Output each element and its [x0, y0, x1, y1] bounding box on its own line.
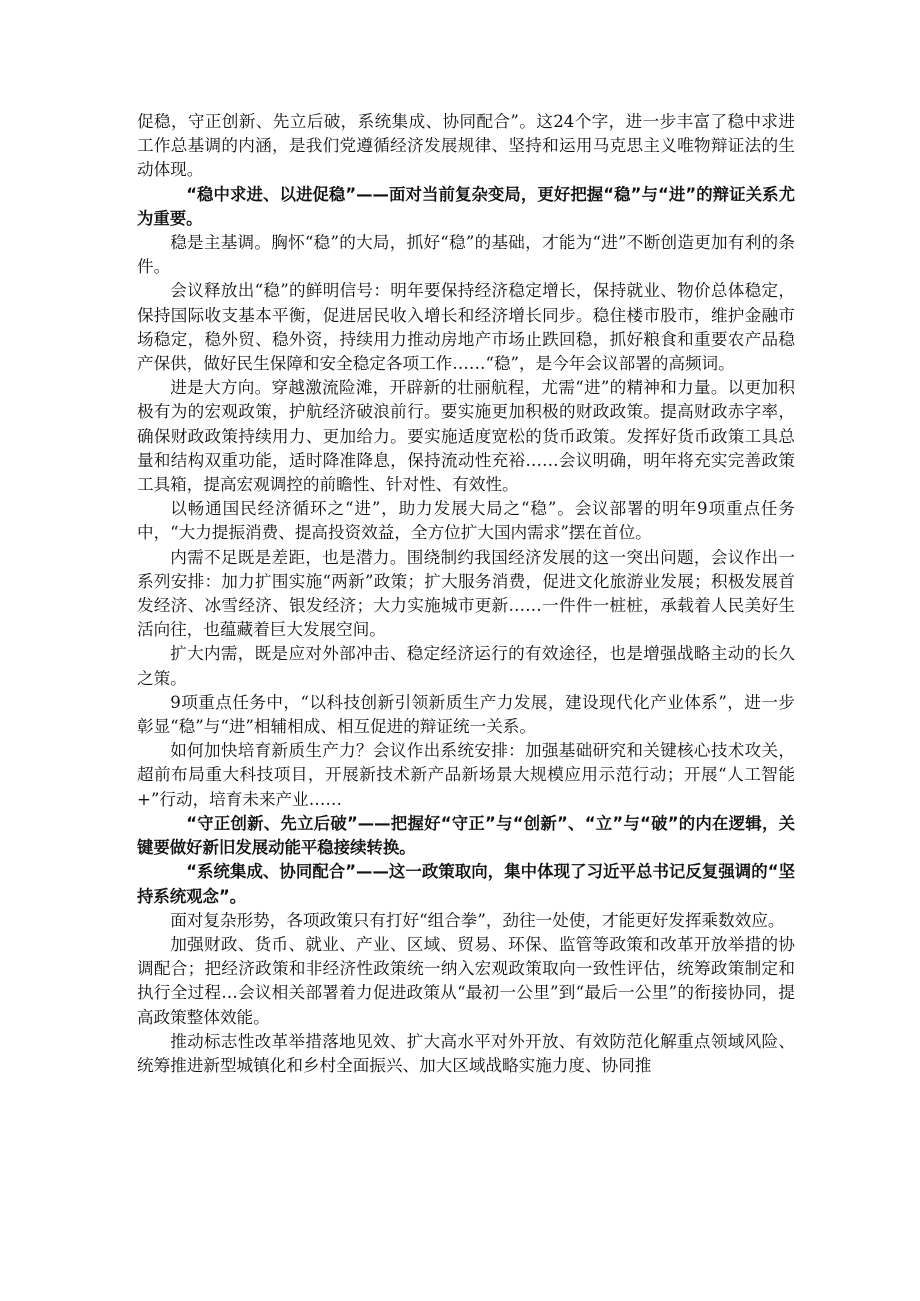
paragraph-12: 推动标志性改革举措落地见效、扩大高水平对外开放、有效防范化解重点领域风险、统筹推进新型城镇化和乡村全面振兴、加大区域战略实施力度、协同推: [137, 1031, 795, 1075]
paragraph-6: 内需不足既是差距，也是潜力。围绕制约我国经济发展的这一突出问题，会议作出一系列安排：加力扩围实施“两新”政策；扩大服务消费，促进文化旅游业发展；积极发展首发经济、冰雪经济、银发经济；大力实施城市更新……一件件一桩桩，承载着人民美好生活向往，也蕴藏着巨大发展空间。: [137, 547, 795, 640]
paragraph-4: 进是大方向。穿越激流险滩，开辟新的壮丽航程，尤需“进”的精神和力量。以更加积极有为的宏观政策，护航经济破浪前行。要实施更加积极的财政政策。提高财政赤字率，确保财政政策持续用力、更加给力。要实施适度宽松的货币政策。发挥好货币政策工具总量和结构双重功能，适时降准降息，保持流动性充裕……会议明确，明年将充实完善政策工具箱，提高宏观调控的前瞻性、针对性、有效性。: [137, 378, 795, 495]
section-heading-1: “稳中求进、以进促稳”——面对当前复杂变局，更好把握“稳”与“进”的辩证关系尤为重要。: [137, 184, 795, 228]
paragraph-10: 面对复杂形势，各项政策只有打好“组合拳”，劲往一处使，才能更好发挥乘数效应。: [170, 910, 785, 930]
paragraph-11: 加强财政、货币、就业、产业、区域、贸易、环保、监管等政策和改革开放举措的协调配合；把经济政策和非经济性政策统一纳入宏观政策取向一致性评估，统筹政策制定和执行全过程…会议相关部署着力促进政策从“最初一公里”到“最后一公里”的衔接协同，提高政策整体效能。: [137, 934, 795, 1027]
paragraph-9: 如何加快培育新质生产力？会议作出系统安排：加强基础研究和关键核心技术攻关，超前布局重大科技项目，开展新技术新产品新场景大规模应用示范行动；开展“人工智能+”行动，培育未来产业……: [137, 741, 795, 809]
section-heading-2: “守正创新、先立后破”——把握好“守正”与“创新”、“立”与“破”的内在逻辑，关键要做好新旧发展动能平稳接续转换。: [137, 813, 795, 858]
paragraph-7: 扩大内需，既是应对外部冲击、稳定经济运行的有效途径，也是增强战略主动的长久之策。: [137, 644, 795, 688]
paragraph-8: 9项重点任务中，“以科技创新引领新质生产力发展，建设现代化产业体系”，进一步彰显“稳”与“进”相辅相成、相互促进的辩证统一关系。: [137, 692, 795, 737]
paragraph-3: 会议释放出“稳”的鲜明信号：明年要保持经济稳定增长，保持就业、物价总体稳定，保持国际收支基本平衡，促进居民收入增长和经济增长同步。稳住楼市股市，维护金融市场稳定，稳外贸、稳外资，持续用力推动房地产市场止跌回稳，抓好粮食和重要农产品稳产保供，做好民生保障和安全稳定各项工作……“稳”，是今年会议部署的高频词。: [137, 281, 795, 374]
paragraph-2: 稳是主基调。胸怀“稳”的大局，抓好“稳”的基础，才能为“进”不断创造更加有利的条件。: [137, 233, 795, 277]
paragraph-1: 促稳，守正创新、先立后破，系统集成、协同配合”。这24个字，进一步丰富了稳中求进工作总基调的内涵，是我们党遵循经济发展规律、坚持和运用马克思主义唯物辩证法的生动体现。: [137, 112, 795, 180]
document-body: [137, 110, 795, 1078]
section-heading-3: “系统集成、协同配合”——这一政策取向，集中体现了习近平总书记反复强调的“坚持系统观念”。: [137, 862, 795, 906]
paragraph-5: 以畅通国民经济循环之“进”，助力发展大局之“稳”。会议部署的明年9项重点任务中，“大力提振消费、提高投资效益，全方位扩大国内需求”摆在首位。: [137, 499, 795, 543]
